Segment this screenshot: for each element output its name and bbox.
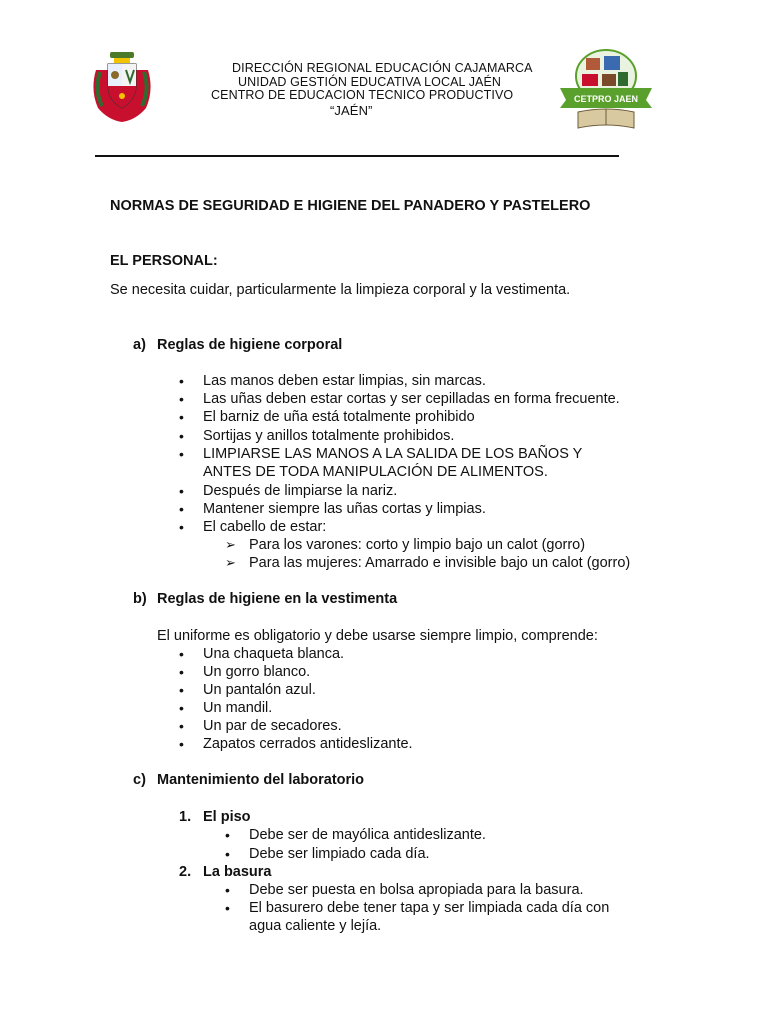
header-divider	[95, 155, 619, 157]
section-a-title-text: Reglas de higiene corporal	[157, 337, 343, 353]
list-item: • Después de limpiarse la nariz.	[203, 482, 397, 500]
list-item: • Un gorro blanco.	[203, 663, 310, 681]
list-item: • Una chaqueta blanca.	[203, 645, 344, 663]
section-a-title	[133, 336, 343, 354]
subsection-trash-title	[179, 863, 272, 881]
list-item: • Debe ser limpiado cada día.	[249, 845, 430, 863]
list-item: • Un pantalón azul.	[203, 681, 316, 699]
list-item: • El cabello de estar:	[203, 518, 326, 536]
section-b-title	[133, 590, 398, 608]
document-title: NORMAS DE SEGURIDAD E HIGIENE DEL PANADERO Y PASTELERO	[110, 198, 591, 214]
cetpro-logo-icon	[556, 48, 656, 134]
list-item: • Un par de secadores.	[203, 717, 342, 735]
personal-intro: Se necesita cuidar, particularmente la limpieza corporal y la vestimenta.	[110, 282, 571, 298]
list-item: • El basurero debe tener tapa y ser limpiada cada día con	[249, 899, 609, 917]
section-b-intro: El uniforme es obligatorio y debe usarse siempre limpio, comprende:	[157, 628, 598, 644]
subsection-trash-marker: 2.	[179, 864, 192, 880]
subsection-floor-title-text: El piso	[203, 809, 251, 825]
list-item-continuation: agua caliente y lejía.	[249, 918, 382, 934]
logo-text: CETPRO JAEN	[573, 94, 639, 104]
list-item-continuation: ANTES DE TODA MANIPULACIÓN DE ALIMENTOS.	[203, 464, 548, 480]
list-item: • Un mandil.	[203, 699, 272, 717]
list-item: • Debe ser puesta en bolsa apropiada para la basura.	[249, 881, 584, 899]
subsection-floor-marker: 1.	[179, 809, 192, 825]
sub-list-item: ➢ Para las mujeres: Amarrado e invisible bajo un calot (gorro)	[249, 554, 630, 572]
section-b-marker: b)	[133, 591, 147, 607]
subsection-trash-title-text: La basura	[203, 864, 272, 880]
list-item: • Las uñas deben estar cortas y ser cepilladas en forma frecuente.	[203, 390, 620, 408]
list-item: • Sortijas y anillos totalmente prohibidos.	[203, 427, 454, 445]
subsection-floor-title	[179, 808, 251, 826]
list-item: • Zapatos cerrados antideslizante.	[203, 735, 413, 753]
list-item: • Debe ser de mayólica antideslizante.	[249, 826, 486, 844]
header-line-regional: DIRECCIÓN REGIONAL EDUCACIÓN CAJAMARCA	[232, 61, 533, 75]
section-c-title-text: Mantenimiento del laboratorio	[157, 772, 365, 788]
list-item: • Mantener siempre las uñas cortas y limpias.	[203, 500, 486, 518]
list-item: • Las manos deben estar limpias, sin marcas.	[203, 372, 486, 390]
section-a-marker: a)	[133, 337, 146, 353]
header-line-center: CENTRO DE EDUCACION TECNICO PRODUCTIVO	[211, 88, 514, 102]
header-line-ugel: UNIDAD GESTIÓN EDUCATIVA LOCAL JAÉN	[238, 75, 502, 89]
sub-list-item: ➢ Para los varones: corto y limpio bajo un calot (gorro)	[249, 536, 585, 554]
personal-heading: EL PERSONAL:	[110, 253, 218, 269]
document-header	[0, 0, 768, 170]
peru-coat-of-arms-icon	[88, 50, 156, 124]
section-c-marker: c)	[133, 772, 146, 788]
header-line-jaen: “JAÉN”	[330, 103, 373, 118]
list-item: • LIMPIARSE LAS MANOS A LA SALIDA DE LOS BAÑOS Y	[203, 445, 582, 463]
section-b-title-text: Reglas de higiene en la vestimenta	[157, 591, 398, 607]
list-item: • El barniz de uña está totalmente prohibido	[203, 408, 475, 426]
section-c-title	[133, 771, 365, 789]
